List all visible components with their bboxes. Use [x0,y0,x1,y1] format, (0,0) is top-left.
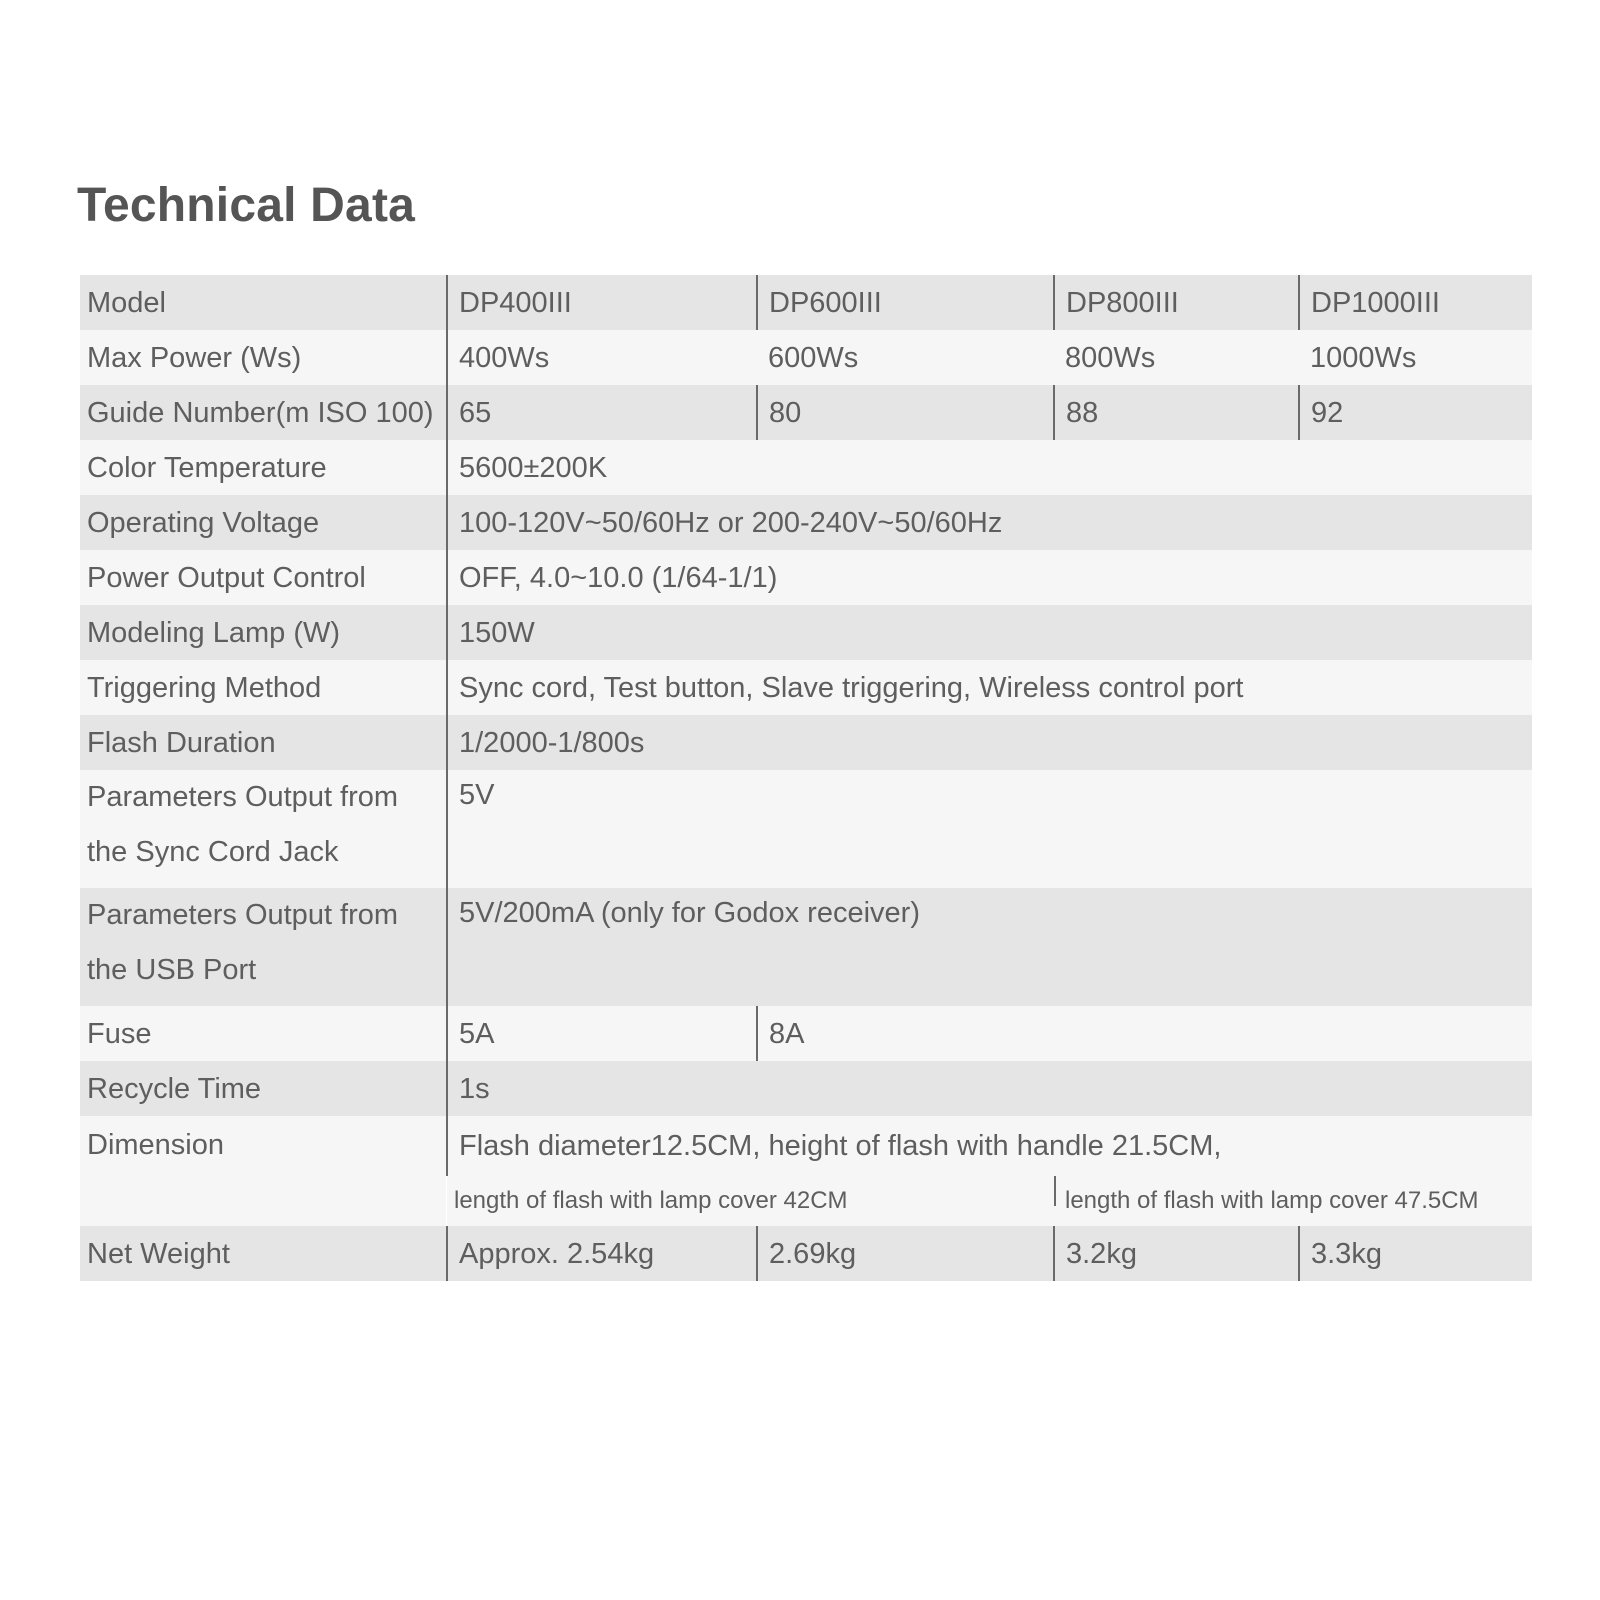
table-cell: 5V/200mA (only for Godox receiver) [447,888,1532,1006]
row-label: Max Power (Ws) [80,330,447,385]
row-label: Fuse [80,1006,447,1061]
table-row-max-power [80,330,1532,385]
table-cell: 5A [447,1006,757,1061]
row-label: Parameters Output from the Sync Cord Jack [80,770,447,888]
table-cell: 3.3kg [1299,1226,1532,1281]
row-label: Net Weight [80,1226,447,1281]
table-cell: 1s [447,1061,1532,1116]
table-row-flash-duration [80,715,1532,770]
table-cell: 1000Ws [1299,330,1532,385]
model-dp600iii: DP600III [757,275,1054,330]
technical-data-table [80,275,1532,1281]
row-label: Guide Number(m ISO 100) [80,385,447,440]
table-cell: 88 [1054,385,1299,440]
table-cell: 1/2000-1/800s [447,715,1532,770]
table-cell: 600Ws [757,330,1054,385]
row-label: Parameters Output from the USB Port [80,888,447,1006]
table-cell: 5V [447,770,1532,888]
page-title: Technical Data [77,179,416,232]
table-row-color-temperature [80,440,1532,495]
table-row-modeling-lamp [80,605,1532,660]
table-cell: 80 [757,385,1054,440]
table-row-guide-number [80,385,1532,440]
model-dp800iii: DP800III [1054,275,1299,330]
row-label: Recycle Time [80,1061,447,1116]
table-cell: length of flash with lamp cover 47.5CM [1054,1176,1532,1226]
table-row-operating-voltage [80,495,1532,550]
model-dp400iii: DP400III [447,275,757,330]
table-row-fuse [80,1006,1532,1061]
row-label: Triggering Method [80,660,447,715]
model-dp1000iii: DP1000III [1299,275,1532,330]
table-cell: Approx. 2.54kg [447,1226,757,1281]
row-label: Power Output Control [80,550,447,605]
table-cell: 2.69kg [757,1226,1054,1281]
table-cell: 5600±200K [447,440,1532,495]
table-cell: 800Ws [1054,330,1299,385]
table-row-power-output-control [80,550,1532,605]
row-label: Color Temperature [80,440,447,495]
row-label: Modeling Lamp (W) [80,605,447,660]
table-cell: 65 [447,385,757,440]
table-row-usb-output [80,888,1532,1006]
row-label: Operating Voltage [80,495,447,550]
table-cell: 8A [757,1006,1532,1061]
table-cell: 400Ws [447,330,757,385]
table-row-model [80,275,1532,330]
table-cell: OFF, 4.0~10.0 (1/64-1/1) [447,550,1532,605]
table-cell: Flash diameter12.5CM, height of flash with handle 21.5CM, [447,1116,1532,1176]
row-label: Dimension [80,1116,447,1226]
row-label: Flash Duration [80,715,447,770]
table-cell: length of flash with lamp cover 42CM [447,1176,1054,1226]
table-cell: 3.2kg [1054,1226,1299,1281]
table-cell: 150W [447,605,1532,660]
table-row-sync-cord-output [80,770,1532,888]
row-label: Model [80,275,447,330]
table-row-recycle-time [80,1061,1532,1116]
table-row-dimension [80,1116,1532,1176]
table-row-net-weight [80,1226,1532,1281]
table-cell: Sync cord, Test button, Slave triggering, Wireless control port [447,660,1532,715]
table-row-triggering-method [80,660,1532,715]
table-cell: 92 [1299,385,1532,440]
table-cell: 100-120V~50/60Hz or 200-240V~50/60Hz [447,495,1532,550]
